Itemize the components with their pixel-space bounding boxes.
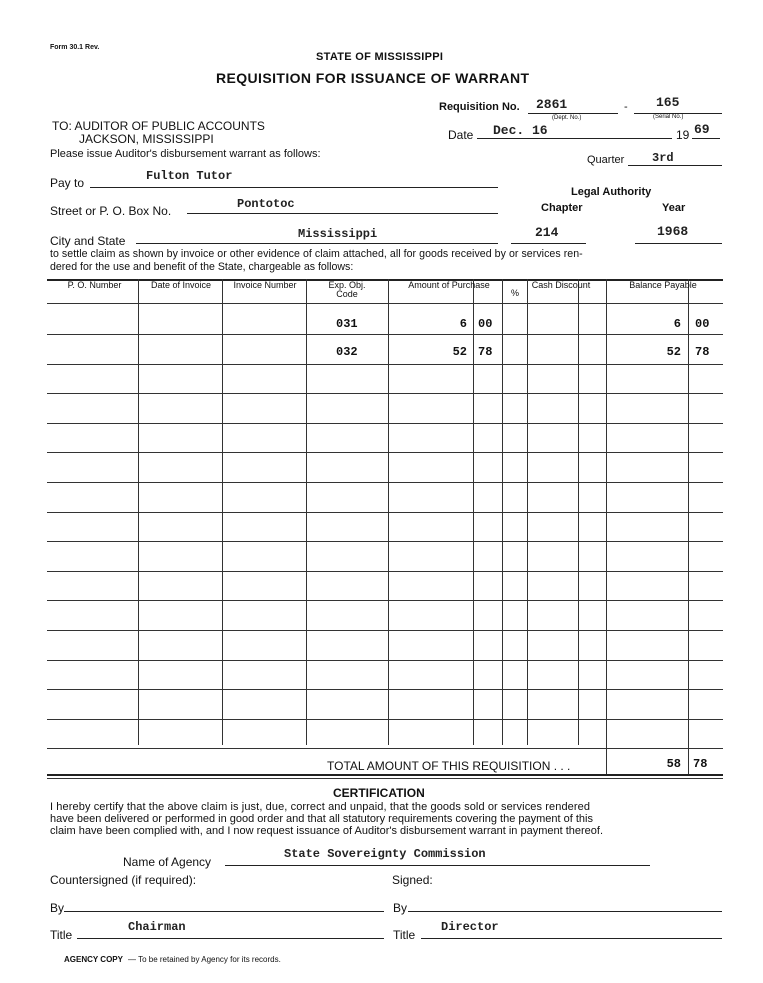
table-row-rule bbox=[47, 541, 723, 542]
street-line bbox=[187, 213, 498, 214]
header-date-of-invoice: Date of Invoice bbox=[150, 280, 212, 290]
chapter-line bbox=[511, 243, 586, 244]
year-prefix: 19 bbox=[676, 128, 690, 142]
pay-to-value: Fulton Tutor bbox=[146, 169, 233, 183]
table-row-rule bbox=[47, 423, 723, 424]
table-row-rule bbox=[47, 689, 723, 690]
legal-year-value: 1968 bbox=[657, 224, 689, 239]
table-row-rule bbox=[47, 393, 723, 394]
certification-line-3: claim have been complied with, and I now request issuance of Auditor's disbursement warrant in payment thereof. bbox=[50, 825, 604, 837]
date-label: Date bbox=[448, 128, 474, 142]
header-invoice-number: Invoice Number bbox=[233, 280, 297, 290]
table-row-rule bbox=[47, 334, 723, 335]
header-po-number: P. O. Number bbox=[67, 280, 122, 290]
table-row-rule bbox=[47, 600, 723, 601]
row2-balance-dollars: 52 bbox=[666, 345, 681, 359]
right-by-line bbox=[408, 911, 722, 912]
state-heading: STATE OF MISSISSIPPI bbox=[316, 51, 444, 63]
pay-to-line bbox=[90, 187, 498, 188]
street-label: Street or P. O. Box No. bbox=[50, 204, 172, 218]
left-title-value: Chairman bbox=[128, 920, 186, 934]
table-row-rule bbox=[47, 482, 723, 483]
right-title-value: Director bbox=[441, 920, 499, 934]
claims-table bbox=[47, 279, 723, 779]
right-title-label: Title bbox=[393, 928, 416, 942]
row1-code: 031 bbox=[336, 317, 358, 331]
page-title: REQUISITION FOR ISSUANCE OF WARRANT bbox=[216, 70, 530, 86]
agency-label: Name of Agency bbox=[123, 855, 212, 869]
row2-amount-dollars: 52 bbox=[452, 345, 467, 359]
dept-no-caption: (Dept. No.) bbox=[552, 115, 582, 121]
row1-balance-cents: 00 bbox=[695, 317, 710, 331]
quarter-label: Quarter bbox=[587, 154, 625, 166]
settle-text-2: dered for the use and benefit of the State, chargeable as follows: bbox=[50, 261, 354, 273]
year-line bbox=[692, 138, 720, 139]
total-dollars: 58 bbox=[666, 757, 681, 771]
settle-text-1: to settle claim as shown by invoice or other evidence of claim attached, all for goods received by or services ren- bbox=[50, 248, 583, 260]
header-balance-payable: Balance Payable bbox=[629, 280, 697, 290]
city-line bbox=[136, 243, 498, 244]
dept-no-line bbox=[528, 113, 618, 114]
row1-amount-cents: 00 bbox=[478, 317, 493, 331]
left-title-label: Title bbox=[50, 928, 73, 942]
table-row-rule bbox=[47, 512, 723, 513]
quarter-value: 3rd bbox=[652, 151, 674, 165]
left-by-line bbox=[64, 911, 384, 912]
header-percent: % bbox=[510, 288, 519, 298]
to-line-1: TO: AUDITOR OF PUBLIC ACCOUNTS bbox=[52, 119, 265, 133]
agency-copy-label: AGENCY COPY bbox=[64, 955, 123, 964]
row2-code: 032 bbox=[336, 345, 358, 359]
table-row-rule bbox=[47, 630, 723, 631]
right-title-line bbox=[421, 938, 722, 939]
serial-no-caption: (Serial No.) bbox=[653, 114, 684, 120]
legal-authority-heading: Legal Authority bbox=[571, 186, 652, 198]
legal-year-line bbox=[635, 243, 722, 244]
table-bottom-rule-2 bbox=[47, 778, 723, 779]
table-row-rule bbox=[47, 571, 723, 572]
form-number: Form 30.1 Rev. bbox=[50, 44, 100, 51]
city-label: City and State bbox=[50, 234, 126, 248]
requisition-dash: - bbox=[624, 101, 628, 113]
row2-amount-cents: 78 bbox=[478, 345, 493, 359]
table-row-rule bbox=[47, 719, 723, 720]
year-value: 69 bbox=[694, 122, 710, 137]
row1-amount-dollars: 6 bbox=[459, 317, 467, 331]
year-label: Year bbox=[662, 202, 686, 214]
chapter-value: 214 bbox=[535, 225, 559, 240]
instruction-text: Please issue Auditor's disbursement warrant as follows: bbox=[50, 148, 321, 160]
left-title-line bbox=[77, 938, 384, 939]
dept-no-value: 2861 bbox=[536, 97, 568, 112]
left-by-label: By bbox=[50, 901, 65, 915]
row2-balance-cents: 78 bbox=[695, 345, 710, 359]
table-row-rule bbox=[47, 364, 723, 365]
row1-balance-dollars: 6 bbox=[673, 317, 681, 331]
requisition-label: Requisition No. bbox=[439, 101, 520, 113]
agency-copy-note: — To be retained by Agency for its records. bbox=[128, 955, 281, 964]
table-header-rule bbox=[47, 303, 723, 304]
table-bottom-rule bbox=[47, 774, 723, 776]
right-by-label: By bbox=[393, 901, 408, 915]
table-row-rule bbox=[47, 660, 723, 661]
agency-value: State Sovereignty Commission bbox=[284, 847, 486, 861]
header-amount-of-purchase: Amount of Purchase bbox=[408, 280, 490, 290]
header-exp-obj-code: Exp. Obj. Code bbox=[328, 280, 366, 299]
to-line-2: JACKSON, MISSISSIPPI bbox=[79, 132, 214, 146]
total-label: TOTAL AMOUNT OF THIS REQUISITION . . . bbox=[327, 759, 571, 773]
total-cents: 78 bbox=[693, 757, 708, 771]
header-cash-discount: Cash Discount bbox=[531, 280, 591, 290]
certification-line-2: have been delivered or performed in good order and that all statutory requirements covering the payment of this bbox=[50, 813, 593, 825]
date-line bbox=[477, 138, 672, 139]
certification-heading: CERTIFICATION bbox=[333, 786, 425, 800]
serial-no-value: 165 bbox=[656, 95, 680, 110]
city-value: Mississippi bbox=[298, 227, 378, 241]
table-row-rule bbox=[47, 452, 723, 453]
chapter-label: Chapter bbox=[541, 202, 583, 214]
table-row-rule bbox=[47, 748, 723, 749]
pay-to-label: Pay to bbox=[50, 176, 85, 190]
certification-line-1: I hereby certify that the above claim is just, due, correct and unpaid, that the goods sold or services rendered bbox=[50, 801, 591, 813]
date-value: Dec. 16 bbox=[493, 123, 548, 138]
street-value: Pontotoc bbox=[237, 197, 295, 211]
countersigned-label: Countersigned (if required): bbox=[50, 873, 197, 887]
signed-label: Signed: bbox=[392, 873, 433, 887]
quarter-line bbox=[628, 165, 722, 166]
agency-line bbox=[225, 865, 650, 866]
